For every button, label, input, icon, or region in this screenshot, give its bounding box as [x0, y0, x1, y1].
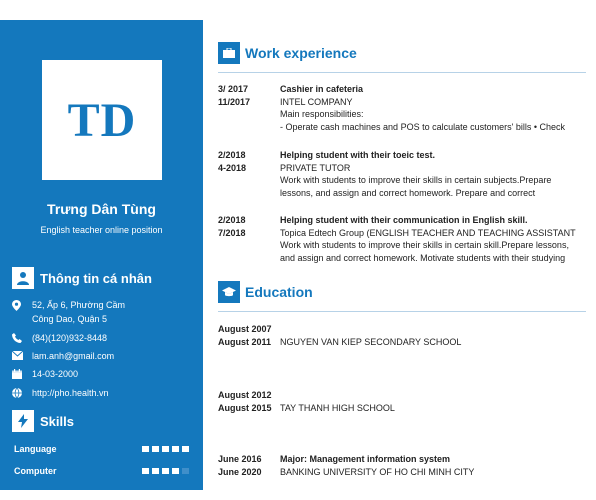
skill-dot-filled	[172, 446, 179, 452]
skill-dot-filled	[162, 468, 169, 474]
skill-language	[14, 444, 189, 454]
personal-info-title: Thông tin cá nhân	[40, 270, 152, 286]
skill-name: Language	[14, 444, 57, 454]
initials-text: TD	[67, 93, 137, 147]
entry-line: Work with students to improve their skills in certain subjects.Prepare	[280, 175, 552, 185]
globe-icon	[12, 386, 32, 398]
skill-dot-filled	[162, 446, 169, 452]
work-experience-header	[218, 42, 357, 64]
personal-info-header	[12, 267, 152, 289]
entry-start-date: June 2016	[218, 454, 262, 464]
entry-title: Helping student with their communication in English skill.	[280, 215, 528, 225]
education-divider	[218, 311, 586, 312]
entry-title: Cashier in cafeteria	[280, 84, 364, 94]
calendar-icon	[12, 367, 32, 379]
entry-line: Main responsibilities:	[280, 109, 364, 119]
skill-dot-filled	[152, 446, 159, 452]
phone-text: (84)(120)932-8448	[32, 333, 108, 343]
entry-start-date: August 2007	[218, 324, 272, 334]
entry-company: INTEL COMPANY	[280, 96, 353, 107]
skill-dot-filled	[142, 468, 149, 474]
entry-school: BANKING UNIVERSITY OF HO CHI MINH CITY	[280, 466, 475, 477]
entry-company: Topica Edtech Group (ENGLISH TEACHER AND TEACHING ASSISTANT	[280, 227, 576, 238]
entry-end-date: June 2020	[218, 466, 262, 477]
entry-title: Helping student with their toeic test.	[280, 150, 436, 160]
skills-title: Skills	[40, 413, 74, 429]
skill-level	[139, 446, 189, 452]
entry-line: - Operate cash machines and POS to calculate customers' bills • Check	[280, 121, 565, 132]
email-text: lam.anh@gmail.com	[32, 351, 115, 361]
entry-title: Major: Management information system	[280, 454, 451, 464]
email-row	[12, 349, 182, 363]
sidebar	[0, 20, 203, 490]
skill-dot-filled	[182, 446, 189, 452]
education-title: Education	[245, 284, 313, 300]
birthday-row	[12, 367, 182, 381]
website-row	[12, 386, 182, 400]
entry-line: and assign and correct homework. Motivate students with their studying	[280, 252, 566, 263]
entry-school: NGUYEN VAN KIEP SECONDARY SCHOOL	[280, 336, 462, 347]
entry-start-date: 2/2018	[218, 150, 246, 160]
phone-icon	[12, 331, 32, 343]
entry-end-date: 7/2018	[218, 227, 246, 238]
skills-header	[12, 410, 74, 432]
skill-computer	[14, 466, 189, 476]
address-row	[12, 298, 182, 326]
entry-school: TAY THANH HIGH SCHOOL	[280, 402, 395, 413]
map-pin-icon	[12, 298, 32, 311]
entry-company: PRIVATE TUTOR	[280, 162, 351, 173]
skill-name: Computer	[14, 466, 57, 476]
skill-level	[139, 468, 189, 474]
address-line-2: Công Dao, Quận 5	[32, 314, 108, 324]
graduation-cap-icon	[218, 281, 240, 303]
entry-end-date: August 2015	[218, 402, 272, 413]
envelope-icon	[12, 349, 32, 360]
website-link[interactable]: http://pho.health.vn	[32, 388, 109, 398]
entry-start-date: August 2012	[218, 390, 272, 400]
profile-name: Trưng Dân Tùng	[47, 201, 156, 217]
skill-dot-filled	[172, 468, 179, 474]
education-header	[218, 281, 313, 303]
entry-start-date: 3/ 2017	[218, 84, 249, 94]
entry-line: lessons, and assign and correct homework. Prepare and correct	[280, 187, 536, 198]
entry-end-date: 4-2018	[218, 162, 247, 173]
briefcase-icon	[218, 42, 240, 64]
address-line-1: 52, Ấp 6, Phường Cầm	[32, 300, 125, 310]
entry-end-date: 11/2017	[218, 96, 251, 107]
user-icon	[12, 267, 34, 289]
profile-position: English teacher online position	[40, 225, 163, 235]
initials-logo	[42, 60, 162, 180]
entry-end-date: August 2011	[218, 336, 272, 347]
skill-dot-empty	[182, 468, 189, 474]
phone-row	[12, 331, 182, 345]
entry-line: Work with students to improve their skills in certain skill.Prepare lessons,	[280, 240, 569, 250]
work-divider	[218, 72, 586, 73]
birthday-text: 14-03-2000	[32, 369, 79, 379]
entry-start-date: 2/2018	[218, 215, 246, 225]
lightning-icon	[12, 410, 34, 432]
work-experience-title: Work experience	[245, 45, 357, 61]
skill-dot-filled	[152, 468, 159, 474]
skill-dot-filled	[142, 446, 149, 452]
